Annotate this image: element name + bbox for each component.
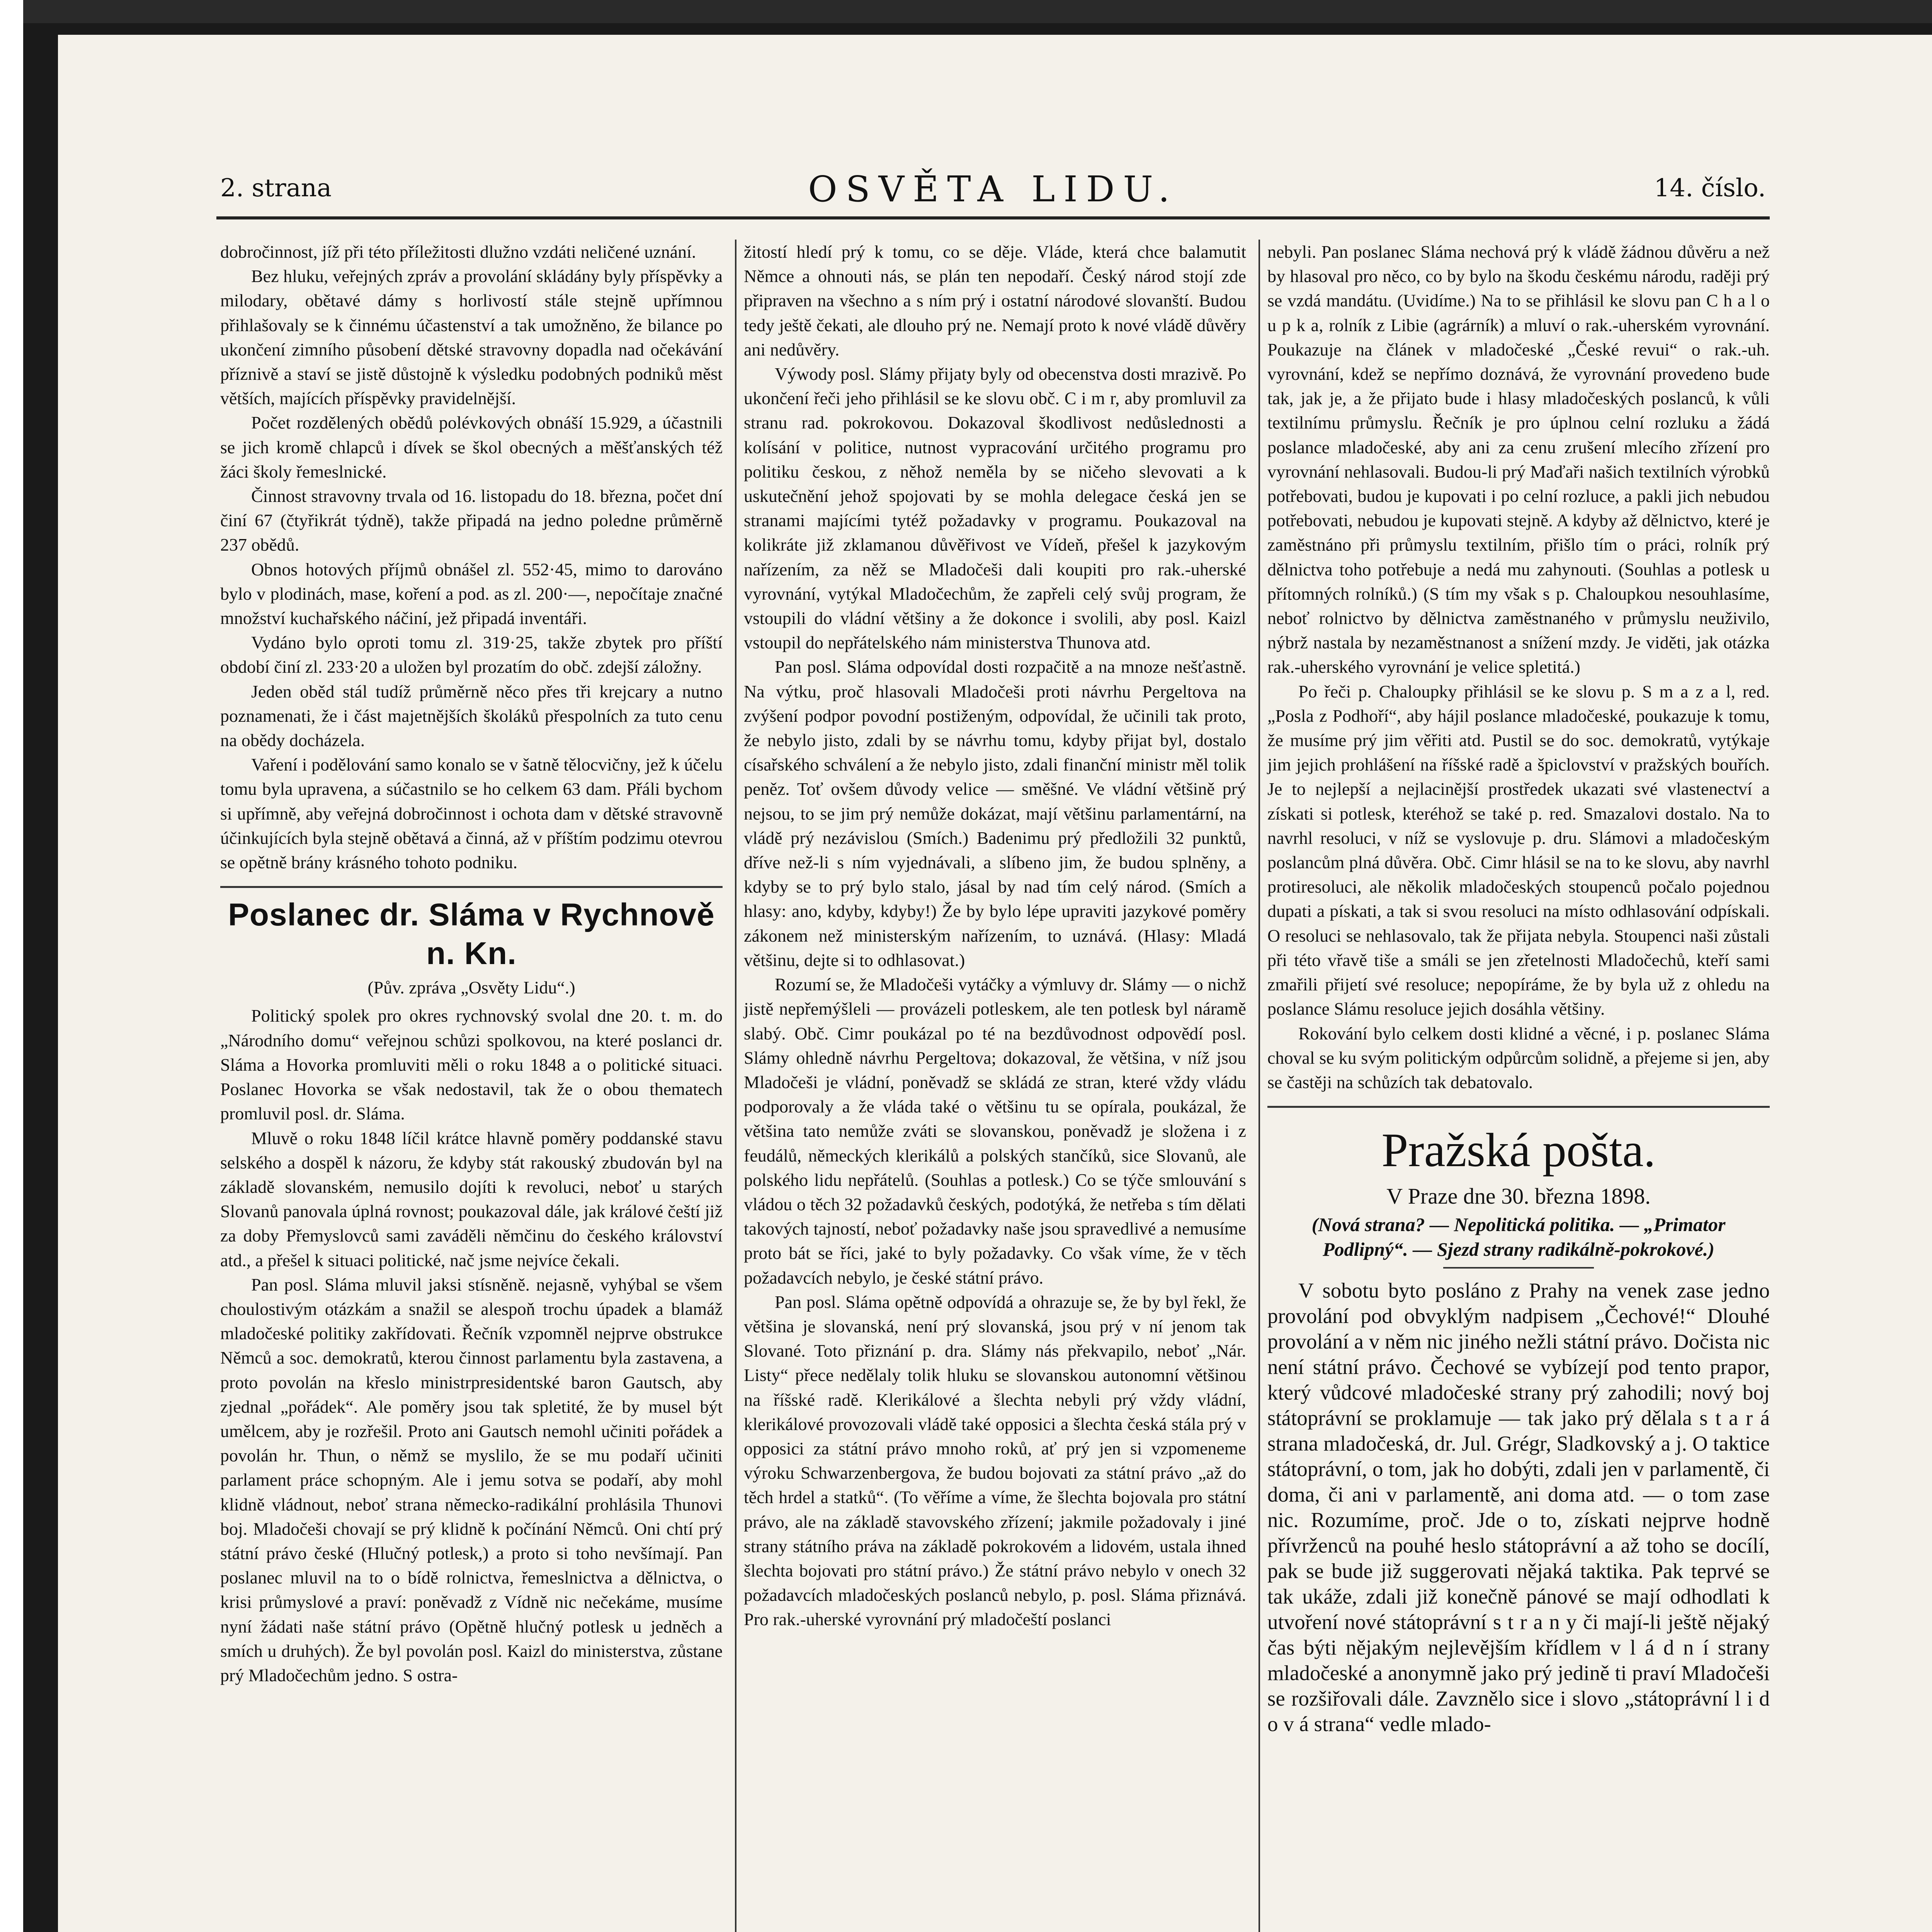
scan-top-edge	[23, 0, 1932, 23]
paragraph: Pan posl. Sláma opětně odpovídá a ohrazuje se, že by byl řekl, že většina je slovanská, není prý slovanská, jsou prý v ní jenom tak Slované. Toto přiznání p. dra. Slámy nás překvapilo, neboť „Nár. Listy“ přece nedělaly tolik hluku se slovanskou autonomní většinou na říšské radě. Klerikálové a šlechta nebyli prý vždy vládní, klerikálové provozovali vládě také opposici a šlechta česká stála prý v opposici za státní právo mnoho roků, ať prý jen si vzpomeneme výroku Schwarzenbergova, že budou bojovati za státní právo „až do těch hrdel a statků“. (To věříme a víme, že šlechta bojovala pro státní právo, ale na základě stavovského zřízení; jakmile požadovaly i jiné strany státního práva na základě pokrokovém a lidovém, ustala ihned šlechta bojovati pro státní právo.) Že státní právo nebylo v onech 32 požadavcích mladočeských poslanců nebylo, p. posl. Sláma přiznává. Pro rak.-uherské vyrovnání prý mladočeští poslanci	[744, 1292, 1246, 1629]
paragraph: Pan posl. Sláma mluvil jaksi stísněně. nejasně, vyhýbal se všem choulostivým otázkám a snažil se alespoň trochu úpadek a blamáž mladočeské politiky zakřídovati. Řečník vzpomněl nejprve obstrukce Němců a soc. demokratů, kterou činnost parlamentu byla zastavena, a proto povolán na křeslo ministrpresidentské baron Gautsch, aby zjednal „pořádek“. Ale poměry jsou tak spletité, že by musel být umělcem, aby je rozřešil. Proto ani Gautsch nemohl učiniti pořádek a povolán hr. Thun, o němž se myslilo, že se mu podaří učiniti parlament práce schopným. Ale i jemu sotva se podaří, aby mohl klidně vládnout, neboť strana německo-radikální prohlásila Thunovi boj. Mladočeši chovají se prý klidně k počínání Němců. Oni chtí prý státní právo české (Hlučný potlesk,) a proto si toho nevšímají. Pan poslanec mluvil na to o bídě rolnictva, řemeslnictva a dělnictva, o krisi průmyslové a praví: poněvadž z Vídně nic nečekáme, musíme nyní žádati naše státní právo (Opětně hlučný potlesk u jedněch a smích u druhých). Že byl povolán posl. Kaizl do ministerstva, zůstane prý Mladočechům jedno. S ostra-	[220, 1274, 723, 1685]
paragraph: Jeden oběd stál tudíž průměrně něco přes tři krejcary a nutno poznamenati, že i část majetnějších školáků přespolních za tuto cenu na obědy docházela.	[220, 681, 723, 750]
paragraph: Po řeči p. Chaloupky přihlásil se ke slovu p. S m a z a l, red. „Posla z Podhoří“, aby hájil poslance mladočeské, poukazuje k tomu, že musíme prý jim věřiti atd. Pustil se do soc. demokratů, vytýkaje jim jejich prohlášení na říšské radě a špiclovství v pražských bouřích. Je to nejlepší a nejlacinější prostředek ukazati své vlastenectví a získati si potlesk, kteréhož se také p. red. Smazalovi dostalo. Na to navrhl resoluci, v níž se vyslovuje p. dru. Slámovi a mladočeským poslancům plná důvěra. Obč. Cimr hlásil se na to ke slovu, aby navrhl protiresoluci, ale několik mladočeských stoupenců počalo pojednou dupati a pískati, a tak si svou resoluci na místo odhlasování odpískali. O resoluci se nehlasovalo, tak že přijata nebyla. Stoupenci naši zůstali při této vřavě tiše a smáli se jen zřetelnosti Mladočechů, kteří sami zmařili přijetí své resoluce; nepopíráme, že by byla už z ohledu na poslance Slámu resoluce jejich dosáhla většiny.	[1267, 681, 1770, 1019]
column-2	[744, 240, 1246, 1632]
paragraph: Činnost stravovny trvala od 16. listopadu do 18. března, počet dní činí 67 (čtyřikrát týdně), takže připadá na jedno poledne průměrně 237 obědů.	[220, 486, 723, 555]
column-1	[220, 240, 723, 1687]
short-rule	[1443, 1267, 1594, 1269]
paragraph: V sobotu byto posláno z Prahy na venek zase jedno provolání pod obvyklým nadpisem „Čechové!“ Dlouhé provolání a v něm nic jiného nežli státní právo. Dočista nic není státní právo. Čechové se vybízejí pod tento prapor, který vůdcové mladočeské strany prý zahodili; nový boj státoprávní se proklamuje — tak jako prý dělala s t a r á strana mladočeská, dr. Jul. Grégr, Sladkovský a j. O taktice státoprávní, o tom, jak ho dobýti, zdali jen v parlamentě, či doma, či ani v parlamentě, ani doma atd. — o tom zase nic. Rozumíme, proč. Jde o to, získati nejprve hodně přívrženců na pouhé heslo státoprávní a až toho se docílí, pak se bude již suggerovati nějaká taktika. Pak teprvé se tak ukáže, zdali již konečně pánové se mají odhodlati k utvoření nové státoprávní s t r a n y či mají-li ještě nějaký čas býti nějakým nejlevějším křídlem v l á d n í strany mladočeské a anonymně jako prý jedině ti praví Mladočeši se rozšiřovali dále. Zavznělo sice i slovo „státoprávní l i d o v á strana“ vedle mlado-	[1267, 1279, 1770, 1736]
section-separator	[1267, 1106, 1770, 1108]
paragraph: Výwody posl. Slámy přijaty byly od obecenstva dosti mrazivě. Po ukončení řeči jeho přihlásil se ke slovu obč. C i m r, aby promluvil za stranu rad. pokrokovou. Dokazoval škodlivost nedůslednosti a kolísání v politice, nutnost vypracování určitého programu pro politiku českou, z něhož neměla by se ničeho slevovati a k uskutečnění jehož spojovati by se mohla delegace česká jen se stranami majícími tytéž požadavky v programu. Poukazoval na kolikráte již zklamanou důvěřivost ve Vídeň, přešel k jazykovým nařízením, za něž se Mladočeši dali koupiti pro rak.-uherské vyrovnání, vytýkal Mladočechům, že zapřeli celý svůj program, že vstoupili do vládní většiny a že dokonce i svolili, aby posl. Kaizl vstoupil do nepřátelského nám ministerstva Thunova atd.	[744, 364, 1246, 653]
paragraph: žitostí hledí prý k tomu, co se děje. Vláde, která chce balamutit Němce a ohnouti nás, se plán ten nepodaří. Český národ stojí zde připraven na všechno a s ním prý i ostatní národové slovanští. Budou tedy ještě čekati, ale dlouho prý ne. Nemají proto k nové vládě důvěry ani nedůvěry.	[744, 242, 1246, 359]
section-topics: (Nová strana? — Nepolitická politika. — „Primator Podlipný“. — Sjezd strany radikálně-pokrokové.)	[1311, 1214, 1726, 1260]
column-3	[1267, 240, 1770, 1737]
article-source: (Pův. zpráva „Osvěty Lidu“.)	[367, 978, 575, 998]
paragraph: Obnos hotových příjmů obnášel zl. 552·45, mimo to darováno bylo v plodinách, mase, koření a pod. as zl. 200·—, nepočítaje značné množství kuchařského náčiní, jež připadá inventáři.	[220, 559, 723, 628]
paragraph: nebyli. Pan poslanec Sláma nechová prý k vládě žádnou důvěru a než by hlasoval pro něco, co by bylo na škodu českému národu, raději prý se vzdá mandátu. (Uvidíme.) Na to se přihlásil ke slovu pan C h a l o u p k a, rolník z Libie (agrárník) a mluví o rak.-uherském vyrovnání. Poukazuje na článek v mladočeské „České revui“ o rak.-uh. vyrovnání, kdež se nepřímo doznává, že vyrovnání provedeno bude tak, jak je, a že přijato bude i hlasy mladočeských poslanců, k vůli textilnímu průmyslu. Řečník je pro úplnou celní rozluku a žádá poslance mladočeské, aby ani za cenu zrušení mlecího zřízení pro vyrovnání nehlasovali. Budou-li prý Maďaři našich textilních výrobků potřebovati, budou je kupovati i po celní rozluce, a pakli jich nebudou potřebovati, nebudou je kupovati stejně. A kdyby až dělnictvo, které je zaměstnáno při průmyslu textilním, přišlo tím o práci, rolník prý dělnictva toho potřebuje a nedá mu zahynouti. (Souhlas a potlesk u přítomných rolníků.) (S tím my však s p. Chaloupkou nesouhlasíme, neboť rolnictvo by dělnictva zaměstnaného v průmyslu neuživilo, nýbrž nastala by nezaměstnanost a snížení mzdy. Je viděti, jak otázka rak.-uherského vyrovnání je velice spletitá.)	[1267, 242, 1770, 677]
section-title: Pražská pošta.	[1381, 1124, 1656, 1177]
article-separator	[220, 886, 723, 888]
paragraph: Vydáno bylo oproti tomu zl. 319·25, takže zbytek pro příští období činí zl. 233·20 a uložen byl prozatím do obč. zdejší záložny.	[220, 633, 723, 677]
page-header	[216, 166, 1770, 219]
paragraph: Počet rozdělených obědů polévkových obnáší 15.929, a účastnili se jich kromě chlapců i dívek se škol obecných a měšťanských též žáci školy řemeslnické.	[220, 413, 723, 481]
paragraph: Rozumí se, že Mladočeši vytáčky a výmluvy dr. Slámy — o nichž jistě nepřemýšleli — provázeli potleskem, ale ten potlesk byl náramě slabý. Obč. Cimr poukázal po té na bezdůvodnost odpovědí posl. Slámy ohledně návrhu Pergeltova; dokazoval, že většina, v níž jsou Mladočeši je vládní, poněvadž se skládá ze stran, které vždy vládu podporovaly a že vláda také o většinu tu se opírala, poukázal, že většina tato nemůže zváti se slovanskou, poněvadž je složena i z feudálů, německých klerikálů a polských stančíků, sice Slovanů, ale polského lidu nepřátelů. (Souhlas a potlesk.) Co se týče smlouvání s vládou o těch 32 požadavků českých, podotýká, že netřeba s tím dělati takových tajností, neboť požadavky naše jsou spravedlivé a nemusíme proto bát se říci, jaké to byly požadavky. Co však víme, že v těch požadavcích nebylo, je české státní právo.	[744, 975, 1246, 1287]
paragraph: Politický spolek pro okres rychnovský svolal dne 20. t. m. do „Národního domu“ veřejnou schůzi spolkovou, na které poslanci dr. Sláma a Hovorka promluviti měli o roku 1848 a o politické situaci. Poslanec Hovorka se však nedostavil, tak že o obou thematech promluvil posl. dr. Sláma.	[220, 1006, 723, 1124]
paragraph: Rokování bylo celkem dosti klidné a věcné, i p. poslanec Sláma choval se ku svým politickým odpůrcům solidně, a přejeme si jen, aby se častěji na schůzích tak debatovalo.	[1267, 1023, 1770, 1092]
issue-number: 14. číslo.	[1654, 174, 1766, 202]
paragraph: Vaření i podělování samo konalo se v šatně tělocvičny, jež k účelu tomu byla upravena, a súčastnilo se ho celkem 63 dam. Přáli bychom si upřímně, aby veřejná dobročinnost i ochota dam v dětské stravovně účinkujících byla stejně obětavá a činná, až v příštím podzimu otevrou se opětně brány krásného tohoto podniku.	[220, 755, 723, 872]
paragraph: dobročinnost, jíž při této příležitosti dlužno vzdáti neličené uznání.	[220, 242, 696, 262]
masthead: OSVĚTA LIDU.	[808, 168, 1178, 210]
paragraph: Pan posl. Sláma odpovídal dosti rozpačitě a na mnoze nešťastně. Na výtku, proč hlasovali Mladočeši proti návrhu Pergeltova na zvýšení podpor povodní postiženým, odpovídal, že učinili tak proto, že nebylo jisto, zdali by se návrhu tomu, kdyby přijat byl, dostalo císařského schválení a že nebylo jisto, zdali finanční ministr měl tolik peněz. Toť ovšem důvody velice — směšné. Ve vládní většině prý nejsou, to se jim prý nemůže dokázat, mají většinu parlamentární, na vládě prý nezávislou (Smích.) Badenimu prý předložili 32 punktů, dříve než-li s ním vyjednávali, a slíbeno jim, že budou splněny, a kdyby se to prý bylo stalo, jásal by nad tím celý národ. (Smích a hlasy: ano, kdyby, kdyby!) Že by bylo lépe upraviti jazykové poměry zákonem než ministerským nařízením, to uznává. (Hlasy: Mladá většinu, dejte si to odhlasovat.)	[744, 657, 1246, 970]
article-title: Poslanec dr. Sláma v Rychnově n. Kn.	[228, 897, 715, 971]
paragraph: Bez hluku, veřejných zpráv a provolání skládány byly příspěvky a milodary, obětavé dámy s horlivostí stále stejně upřímnou přihlašovaly se k činnému účastenství a tak umožněno, že bilance po ukončení zimního působení dětské stravovny dopadla nad očekávání příznivě a staví se jistě důstojně k výsledku podobných podniků měst větších, majících příspěvky pravidelnější.	[220, 266, 723, 408]
paragraph: Mluvě o roku 1848 líčil krátce hlavně poměry poddanské stavu selského a dospěl k názoru, že kdyby stát rakouský zbudován byl na základě slovanském, nemusilo dojíti k revoluci, neboť u starých Slovanů panovala úplná rovnost; poukazoval dále, jak králové čeští již za doby Přemyslovců sami zaváděli němčinu do českého království atd., a přešel k situaci politické, nač jsme nejvíce čekali.	[220, 1128, 723, 1270]
page-number: 2. strana	[220, 174, 332, 202]
column-divider	[1259, 240, 1260, 1932]
section-dateline: V Praze dne 30. března 1898.	[1386, 1184, 1651, 1209]
column-divider	[735, 240, 736, 1932]
